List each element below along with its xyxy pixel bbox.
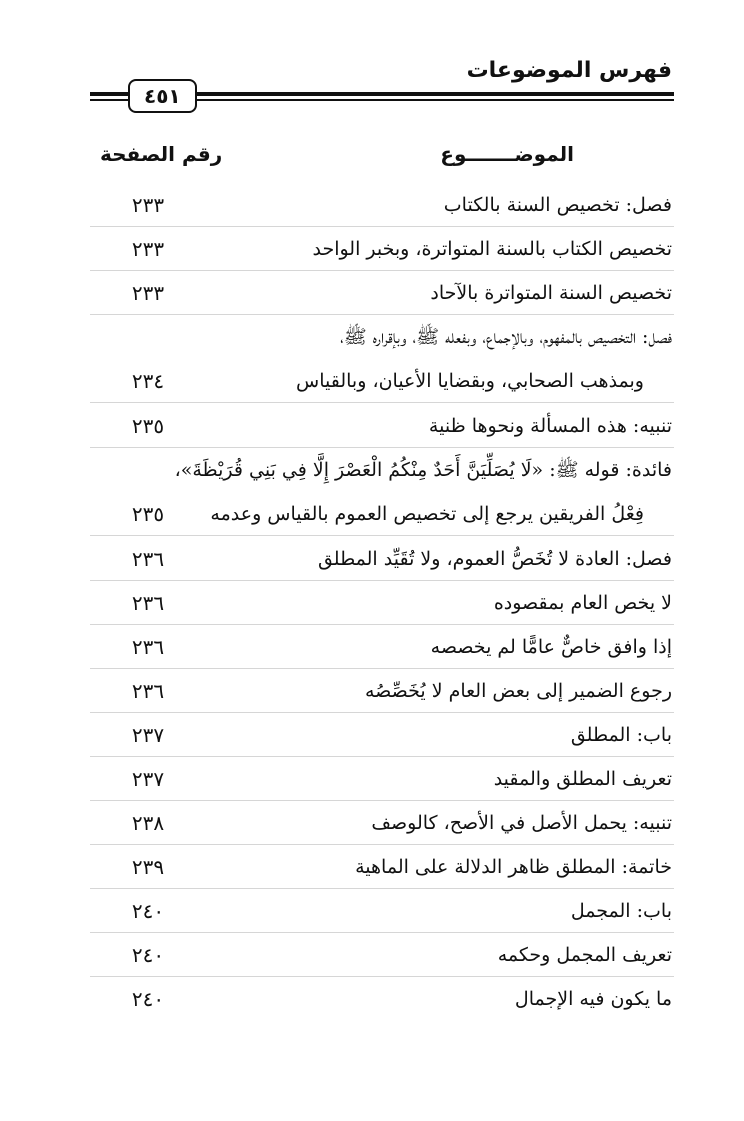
entry-divider xyxy=(90,535,674,536)
entry-page-number: ٢٣٥ xyxy=(131,502,165,526)
column-header-page: رقم الصفحة xyxy=(100,142,223,166)
entry-divider xyxy=(90,624,674,625)
page-number: ٤٥١ xyxy=(128,79,197,113)
entry-divider xyxy=(90,447,674,448)
entry-page-number: ٢٣٣ xyxy=(131,281,165,305)
entry-page-number: ٢٣٩ xyxy=(131,855,165,879)
entry-page-number: ٢٣٦ xyxy=(131,547,165,571)
entry-title-line: باب: المطلق xyxy=(570,724,672,746)
entry-title-line: تخصيص الكتاب بالسنة المتواترة، وبخبر الواحد xyxy=(312,238,672,260)
entry-title-line: رجوع الضمير إلى بعض العام لا يُخَصِّصُه xyxy=(364,680,672,702)
entry-divider xyxy=(90,226,674,227)
entry-title-line: فصل: تخصيص السنة بالكتاب xyxy=(443,194,672,216)
entry-title-line: وبمذهب الصحابي، وبقضايا الأعيان، وبالقياس xyxy=(296,370,644,392)
entry-title-line: تخصيص السنة المتواترة بالآحاد xyxy=(430,282,672,304)
entry-title-line: لا يخص العام بمقصوده xyxy=(493,592,672,614)
entry-divider xyxy=(90,668,674,669)
entry-divider xyxy=(90,888,674,889)
entry-page-number: ٢٣٦ xyxy=(131,591,165,615)
entry-page-number: ٢٣٣ xyxy=(131,193,165,217)
entry-title-line: إذا وافق خاصٌّ عامًّا لم يخصصه xyxy=(430,636,672,658)
entry-divider xyxy=(90,712,674,713)
entry-title-line: باب: المجمل xyxy=(570,900,672,922)
entry-divider xyxy=(90,270,674,271)
entry-divider xyxy=(90,756,674,757)
entry-page-number: ٢٣٨ xyxy=(131,811,165,835)
entry-title-line: تعريف المطلق والمقيد xyxy=(493,768,672,790)
entry-title-line: فائدة: قوله ﷺ: «لَا يُصَلِّيَنَّ أَحَدٌ مِنْكُمُ الْعَصْرَ إِلَّا فِي بَنِي قُرَيْظَةَ»، xyxy=(174,459,672,481)
entry-page-number: ٢٣٥ xyxy=(131,414,165,438)
entry-title-line: تنبيه: يحمل الأصل في الأصح، كالوصف xyxy=(371,812,672,834)
entry-page-number: ٢٤٠ xyxy=(131,987,165,1011)
entry-divider xyxy=(90,580,674,581)
entry-divider xyxy=(90,800,674,801)
entry-page-number: ٢٣٧ xyxy=(131,723,165,747)
entry-page-number: ٢٤٠ xyxy=(131,899,165,923)
entry-divider xyxy=(90,844,674,845)
entry-page-number: ٢٣٦ xyxy=(131,679,165,703)
entry-title-line: فصل: العادة لا تُخَصُّ العموم، ولا تُقَيِّد المطلق xyxy=(317,548,672,570)
entry-divider xyxy=(90,402,674,403)
entry-divider xyxy=(90,314,674,315)
entry-page-number: ٢٣٣ xyxy=(131,237,165,261)
entry-divider xyxy=(90,976,674,977)
entry-divider xyxy=(90,932,674,933)
entry-title-line: تنبيه: هذه المسألة ونحوها ظنية xyxy=(428,415,672,437)
entry-title-line: ما يكون فيه الإجمال xyxy=(514,988,672,1010)
entry-page-number: ٢٣٦ xyxy=(131,635,165,659)
entry-title-line: تعريف المجمل وحكمه xyxy=(497,944,672,966)
running-title: فهرس الموضوعات xyxy=(466,58,672,83)
entry-title-line: فِعْلُ الفريقين يرجع إلى تخصيص العموم بالقياس وعدمه xyxy=(210,503,644,525)
entry-title-line: خاتمة: المطلق ظاهر الدلالة على الماهية xyxy=(355,856,672,878)
entry-title-line: فصل: التخصيص بالمفهوم، وبالإجماع، وبفعله ﷺ، وبإقراره ﷺ، xyxy=(340,326,672,348)
column-header-topic: الموضـــــــوع xyxy=(440,142,574,166)
entry-page-number: ٢٣٤ xyxy=(131,369,165,393)
entry-page-number: ٢٤٠ xyxy=(131,943,165,967)
entry-page-number: ٢٣٧ xyxy=(131,767,165,791)
